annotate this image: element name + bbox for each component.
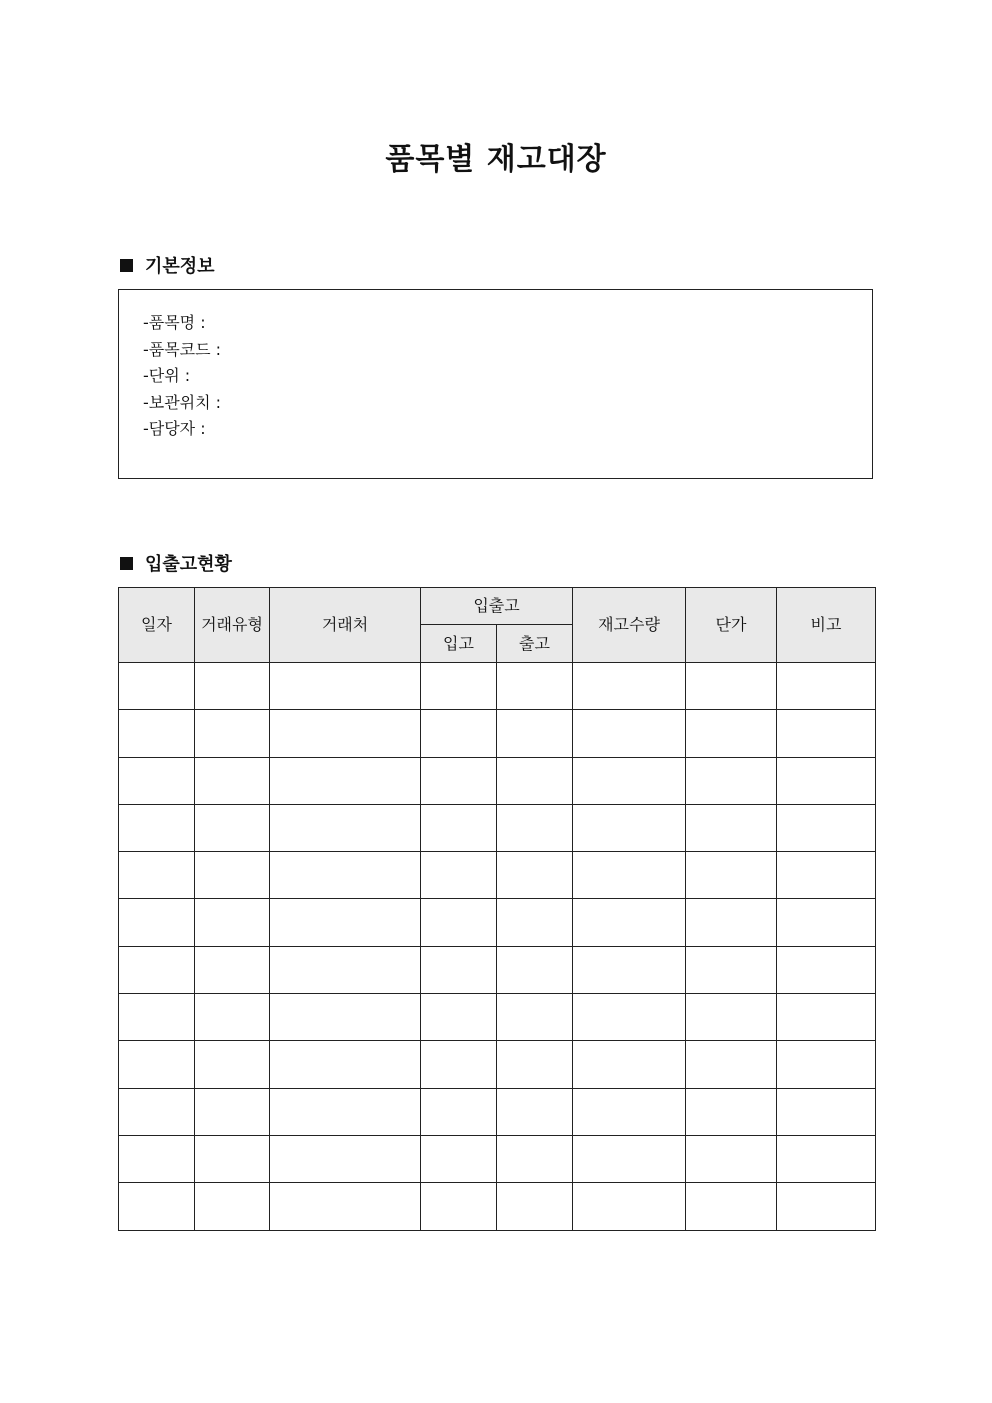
cell-in[interactable]: [421, 663, 497, 710]
cell-stock-qty[interactable]: [573, 1041, 686, 1088]
cell-remarks[interactable]: [777, 804, 876, 851]
table-row: [119, 946, 876, 993]
cell-unit-price[interactable]: [686, 946, 777, 993]
table-row: [119, 852, 876, 899]
manager-field[interactable]: -담당자 :: [143, 419, 206, 438]
cell-in[interactable]: [421, 994, 497, 1041]
cell-unit-price[interactable]: [686, 852, 777, 899]
table-row: [119, 757, 876, 804]
document-title: 품목별 재고대장: [385, 142, 607, 177]
cell-date[interactable]: [119, 1135, 195, 1182]
cell-remarks[interactable]: [777, 1135, 876, 1182]
cell-date[interactable]: [119, 663, 195, 710]
cell-partner[interactable]: [270, 994, 421, 1041]
cell-partner[interactable]: [270, 710, 421, 757]
cell-in[interactable]: [421, 1041, 497, 1088]
table-row: [119, 804, 876, 851]
cell-out[interactable]: [497, 757, 573, 804]
cell-unit-price[interactable]: [686, 1041, 777, 1088]
cell-trade-type[interactable]: [195, 804, 270, 851]
cell-remarks[interactable]: [777, 757, 876, 804]
cell-trade-type[interactable]: [195, 899, 270, 946]
table-row: [119, 1183, 876, 1230]
cell-trade-type[interactable]: [195, 1135, 270, 1182]
column-header-remarks: 비고: [777, 588, 876, 663]
table-row: [119, 1041, 876, 1088]
column-header-partner: 거래처: [270, 588, 421, 663]
cell-date[interactable]: [119, 710, 195, 757]
column-header-unit-price: 단가: [686, 588, 777, 663]
cell-out[interactable]: [497, 1041, 573, 1088]
table-row: [119, 1135, 876, 1182]
cell-out[interactable]: [497, 710, 573, 757]
cell-partner[interactable]: [270, 1088, 421, 1135]
cell-in[interactable]: [421, 1135, 497, 1182]
column-header-in: 입고: [421, 625, 497, 663]
cell-date[interactable]: [119, 946, 195, 993]
ledger-body: [119, 663, 876, 1231]
cell-out[interactable]: [497, 663, 573, 710]
cell-out[interactable]: [497, 1183, 573, 1230]
cell-date[interactable]: [119, 1088, 195, 1135]
cell-stock-qty[interactable]: [573, 899, 686, 946]
cell-in[interactable]: [421, 757, 497, 804]
cell-in[interactable]: [421, 1183, 497, 1230]
cell-unit-price[interactable]: [686, 1183, 777, 1230]
cell-unit-price[interactable]: [686, 757, 777, 804]
cell-date[interactable]: [119, 994, 195, 1041]
column-header-out: 출고: [497, 625, 573, 663]
cell-remarks[interactable]: [777, 994, 876, 1041]
cell-unit-price[interactable]: [686, 804, 777, 851]
cell-trade-type[interactable]: [195, 663, 270, 710]
cell-date[interactable]: [119, 899, 195, 946]
cell-remarks[interactable]: [777, 1183, 876, 1230]
cell-partner[interactable]: [270, 852, 421, 899]
cell-remarks[interactable]: [777, 852, 876, 899]
cell-trade-type[interactable]: [195, 757, 270, 804]
cell-in[interactable]: [421, 852, 497, 899]
cell-remarks[interactable]: [777, 899, 876, 946]
cell-partner[interactable]: [270, 757, 421, 804]
cell-date[interactable]: [119, 1183, 195, 1230]
column-header-trade-type: 거래유형: [195, 588, 270, 663]
cell-partner[interactable]: [270, 899, 421, 946]
cell-trade-type[interactable]: [195, 1041, 270, 1088]
cell-stock-qty[interactable]: [573, 1183, 686, 1230]
cell-stock-qty[interactable]: [573, 663, 686, 710]
column-header-inout-group: 입출고: [421, 588, 573, 625]
cell-stock-qty[interactable]: [573, 1135, 686, 1182]
cell-remarks[interactable]: [777, 663, 876, 710]
item-name-field[interactable]: -품목명 :: [143, 313, 206, 332]
cell-remarks[interactable]: [777, 1088, 876, 1135]
cell-in[interactable]: [421, 1088, 497, 1135]
cell-stock-qty[interactable]: [573, 710, 686, 757]
basic-info-heading: [118, 252, 215, 278]
cell-partner[interactable]: [270, 663, 421, 710]
cell-unit-price[interactable]: [686, 663, 777, 710]
black-square-icon: [120, 259, 133, 272]
cell-out[interactable]: [497, 994, 573, 1041]
cell-trade-type[interactable]: [195, 1183, 270, 1230]
cell-remarks[interactable]: [777, 1041, 876, 1088]
basic-info-box: [118, 289, 873, 479]
table-row: [119, 663, 876, 710]
table-row: [119, 994, 876, 1041]
unit-field[interactable]: -단위 :: [143, 366, 191, 385]
column-header-stock-qty: 재고수량: [573, 588, 686, 663]
inout-status-heading-text: 입출고현황: [145, 554, 232, 575]
inout-status-heading: [118, 550, 232, 576]
cell-partner[interactable]: [270, 1041, 421, 1088]
black-square-icon: [120, 557, 133, 570]
cell-out[interactable]: [497, 946, 573, 993]
cell-out[interactable]: [497, 804, 573, 851]
cell-unit-price[interactable]: [686, 1135, 777, 1182]
cell-in[interactable]: [421, 899, 497, 946]
cell-in[interactable]: [421, 710, 497, 757]
cell-stock-qty[interactable]: [573, 852, 686, 899]
cell-stock-qty[interactable]: [573, 994, 686, 1041]
cell-date[interactable]: [119, 852, 195, 899]
item-code-field[interactable]: -품목코드 :: [143, 339, 222, 359]
cell-unit-price[interactable]: [686, 994, 777, 1041]
cell-unit-price[interactable]: [686, 710, 777, 757]
column-header-date: 일자: [119, 588, 195, 663]
cell-in[interactable]: [421, 804, 497, 851]
cell-in[interactable]: [421, 946, 497, 993]
cell-out[interactable]: [497, 1088, 573, 1135]
cell-out[interactable]: [497, 1135, 573, 1182]
cell-trade-type[interactable]: [195, 946, 270, 993]
cell-out[interactable]: [497, 852, 573, 899]
cell-partner[interactable]: [270, 946, 421, 993]
cell-stock-qty[interactable]: [573, 804, 686, 851]
cell-remarks[interactable]: [777, 710, 876, 757]
storage-location-field[interactable]: -보관위치 :: [143, 392, 222, 412]
cell-trade-type[interactable]: [195, 994, 270, 1041]
cell-date[interactable]: [119, 757, 195, 804]
cell-partner[interactable]: [270, 1135, 421, 1182]
table-row: [119, 1088, 876, 1135]
inout-ledger-table: [118, 587, 876, 1231]
cell-out[interactable]: [497, 899, 573, 946]
table-row: [119, 710, 876, 757]
cell-remarks[interactable]: [777, 946, 876, 993]
cell-stock-qty[interactable]: [573, 1088, 686, 1135]
cell-trade-type[interactable]: [195, 852, 270, 899]
cell-unit-price[interactable]: [686, 899, 777, 946]
cell-stock-qty[interactable]: [573, 946, 686, 993]
cell-partner[interactable]: [270, 1183, 421, 1230]
cell-trade-type[interactable]: [195, 710, 270, 757]
cell-partner[interactable]: [270, 804, 421, 851]
cell-trade-type[interactable]: [195, 1088, 270, 1135]
table-row: [119, 899, 876, 946]
cell-stock-qty[interactable]: [573, 757, 686, 804]
cell-unit-price[interactable]: [686, 1088, 777, 1135]
cell-date[interactable]: [119, 1041, 195, 1088]
basic-info-heading-text: 기본정보: [145, 256, 215, 277]
cell-date[interactable]: [119, 804, 195, 851]
